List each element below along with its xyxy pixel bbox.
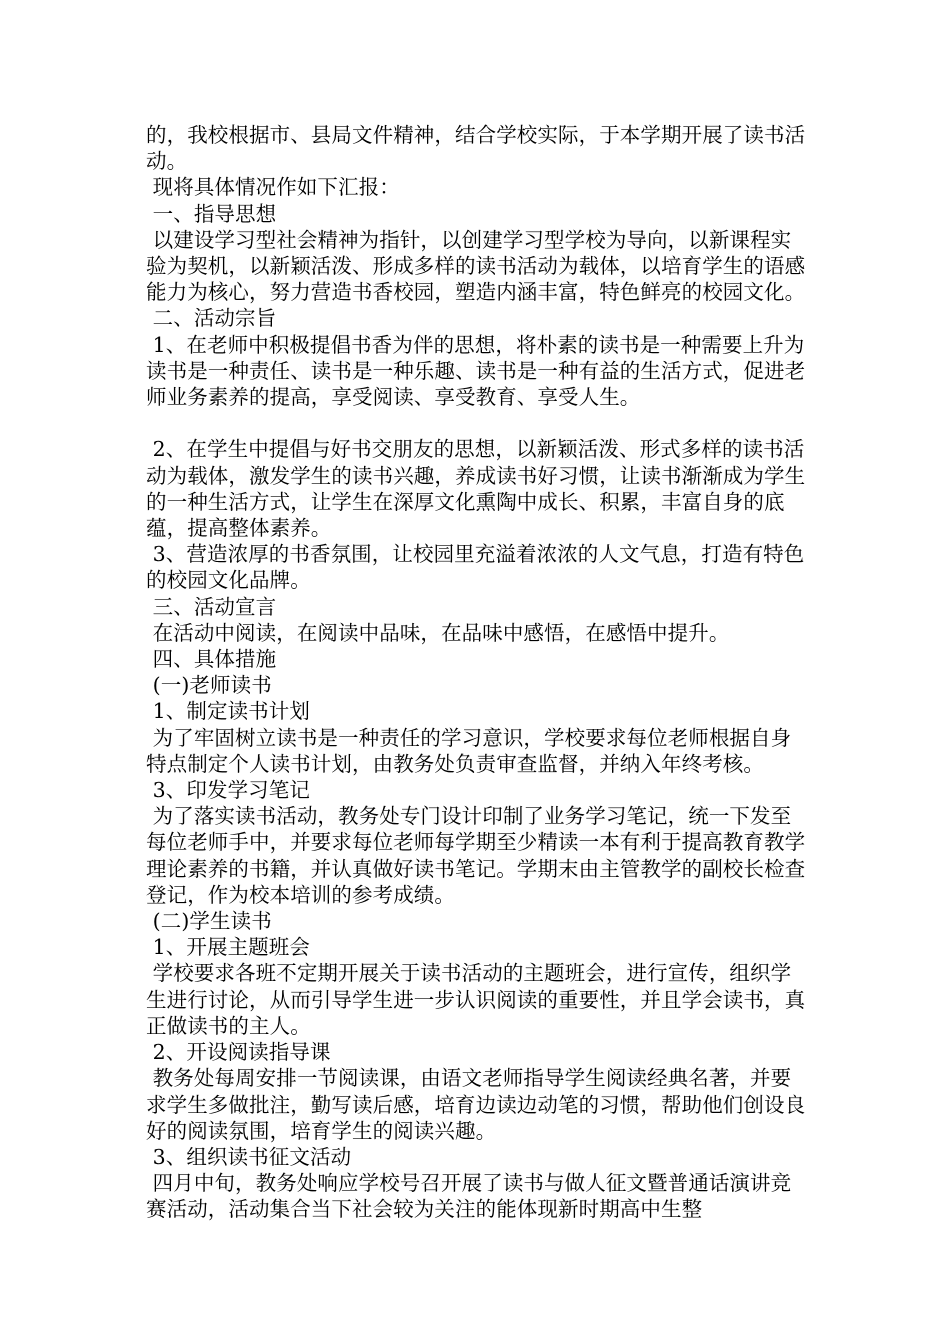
- paragraph-theme-class-meeting: 学校要求各班不定期开展关于读书活动的主题班会，进行宣传，组织学生进行讨论，从而引导学生进一步认识阅读的重要性，并且学会读书，真正做读书的主人。: [146, 961, 806, 1038]
- blank-line: [146, 410, 806, 436]
- heading-activity-declaration: 三、活动宣言: [146, 594, 277, 619]
- heading-activity-purpose: 二、活动宗旨: [146, 306, 277, 331]
- paragraph-purpose-3: 3、营造浓厚的书香氛围，让校园里充溢着浓浓的人文气息，打造有特色的校园文化品牌。: [146, 542, 805, 593]
- item-reading-guidance-class: 2、开设阅读指导课: [146, 1040, 331, 1065]
- paragraph-purpose-1: 1、在老师中积极提倡书香为伴的思想，将朴素的读书是一种需要上升为读书是一种责任、读书是一种乐趣、读书是一种有益的生活方式，促进老师业务素养的提高，享受阅读、享受教育、享受人生。: [146, 332, 806, 410]
- paragraph-declaration: 在活动中阅读，在阅读中品味，在品味中感悟，在感悟中提升。: [146, 620, 730, 645]
- paragraph-report-lead: 现将具体情况作如下汇报：: [146, 175, 400, 200]
- paragraph-reading-guidance-class: 教务处每周安排一节阅读课，由语文老师指导学生阅读经典名著，并要求学生多做批注，勤写读后感，培育边读边动笔的习惯，帮助他们创设良好的阅读氛围，培育学生的阅读兴趣。: [146, 1066, 806, 1143]
- paragraph-guiding-idea: 以建设学习型社会精神为指针，以创建学习型学校为导向，以新课程实验为契机，以新颖活泼、形成多样的读书活动为载体，以培育学生的语感能力为核心，努力营造书香校园，塑造内涵丰富，特色鲜亮的校园文化。: [146, 227, 806, 305]
- paragraph-reading-plan: 为了牢固树立读书是一种责任的学习意识，学校要求每位老师根据自身特点制定个人读书计划，由教务处负责审查监督，并纳入年终考核。: [146, 725, 792, 776]
- heading-specific-measures: 四、具体措施: [146, 647, 277, 672]
- subheading-student-reading: (二)学生读书: [146, 909, 272, 934]
- item-study-notes: 3、印发学习笔记: [146, 778, 310, 803]
- item-theme-class-meeting: 1、开展主题班会: [146, 935, 310, 960]
- paragraph-intro: 的，我校根据市、县局文件精神，结合学校实际，于本学期开展了读书活动。: [146, 123, 806, 174]
- paragraph-purpose-2: 2、在学生中提倡与好书交朋友的思想，以新颖活泼、形式多样的读书活动为载体，激发学生的读书兴趣，养成读书好习惯，让读书渐渐成为学生的一种生活方式，让学生在深厚文化熏陶中成长、积累，丰富自身的底蕴，提高整体素养。: [146, 437, 806, 541]
- subheading-teacher-reading: (一)老师读书: [146, 673, 272, 698]
- item-reading-plan: 1、制定读书计划: [146, 699, 310, 724]
- paragraph-study-notes: 为了落实读书活动，教务处专门设计印制了业务学习笔记，统一下发至每位老师手中，并要求每位老师每学期至少精读一本有利于提高教育教学理论素养的书籍，并认真做好读书笔记。学期末由主管教学的副校长检查登记，作为校本培训的参考成绩。: [146, 804, 806, 907]
- document-body: [146, 122, 806, 1223]
- item-essay-activity: 3、组织读书征文活动: [146, 1144, 352, 1169]
- heading-guiding-idea: 一、指导思想: [146, 201, 277, 226]
- paragraph-essay-activity: 四月中旬，教务处响应学校号召开展了读书与做人征文暨普通话演讲竞赛活动，活动集合当下社会较为关注的能体现新时期高中生整: [146, 1171, 792, 1222]
